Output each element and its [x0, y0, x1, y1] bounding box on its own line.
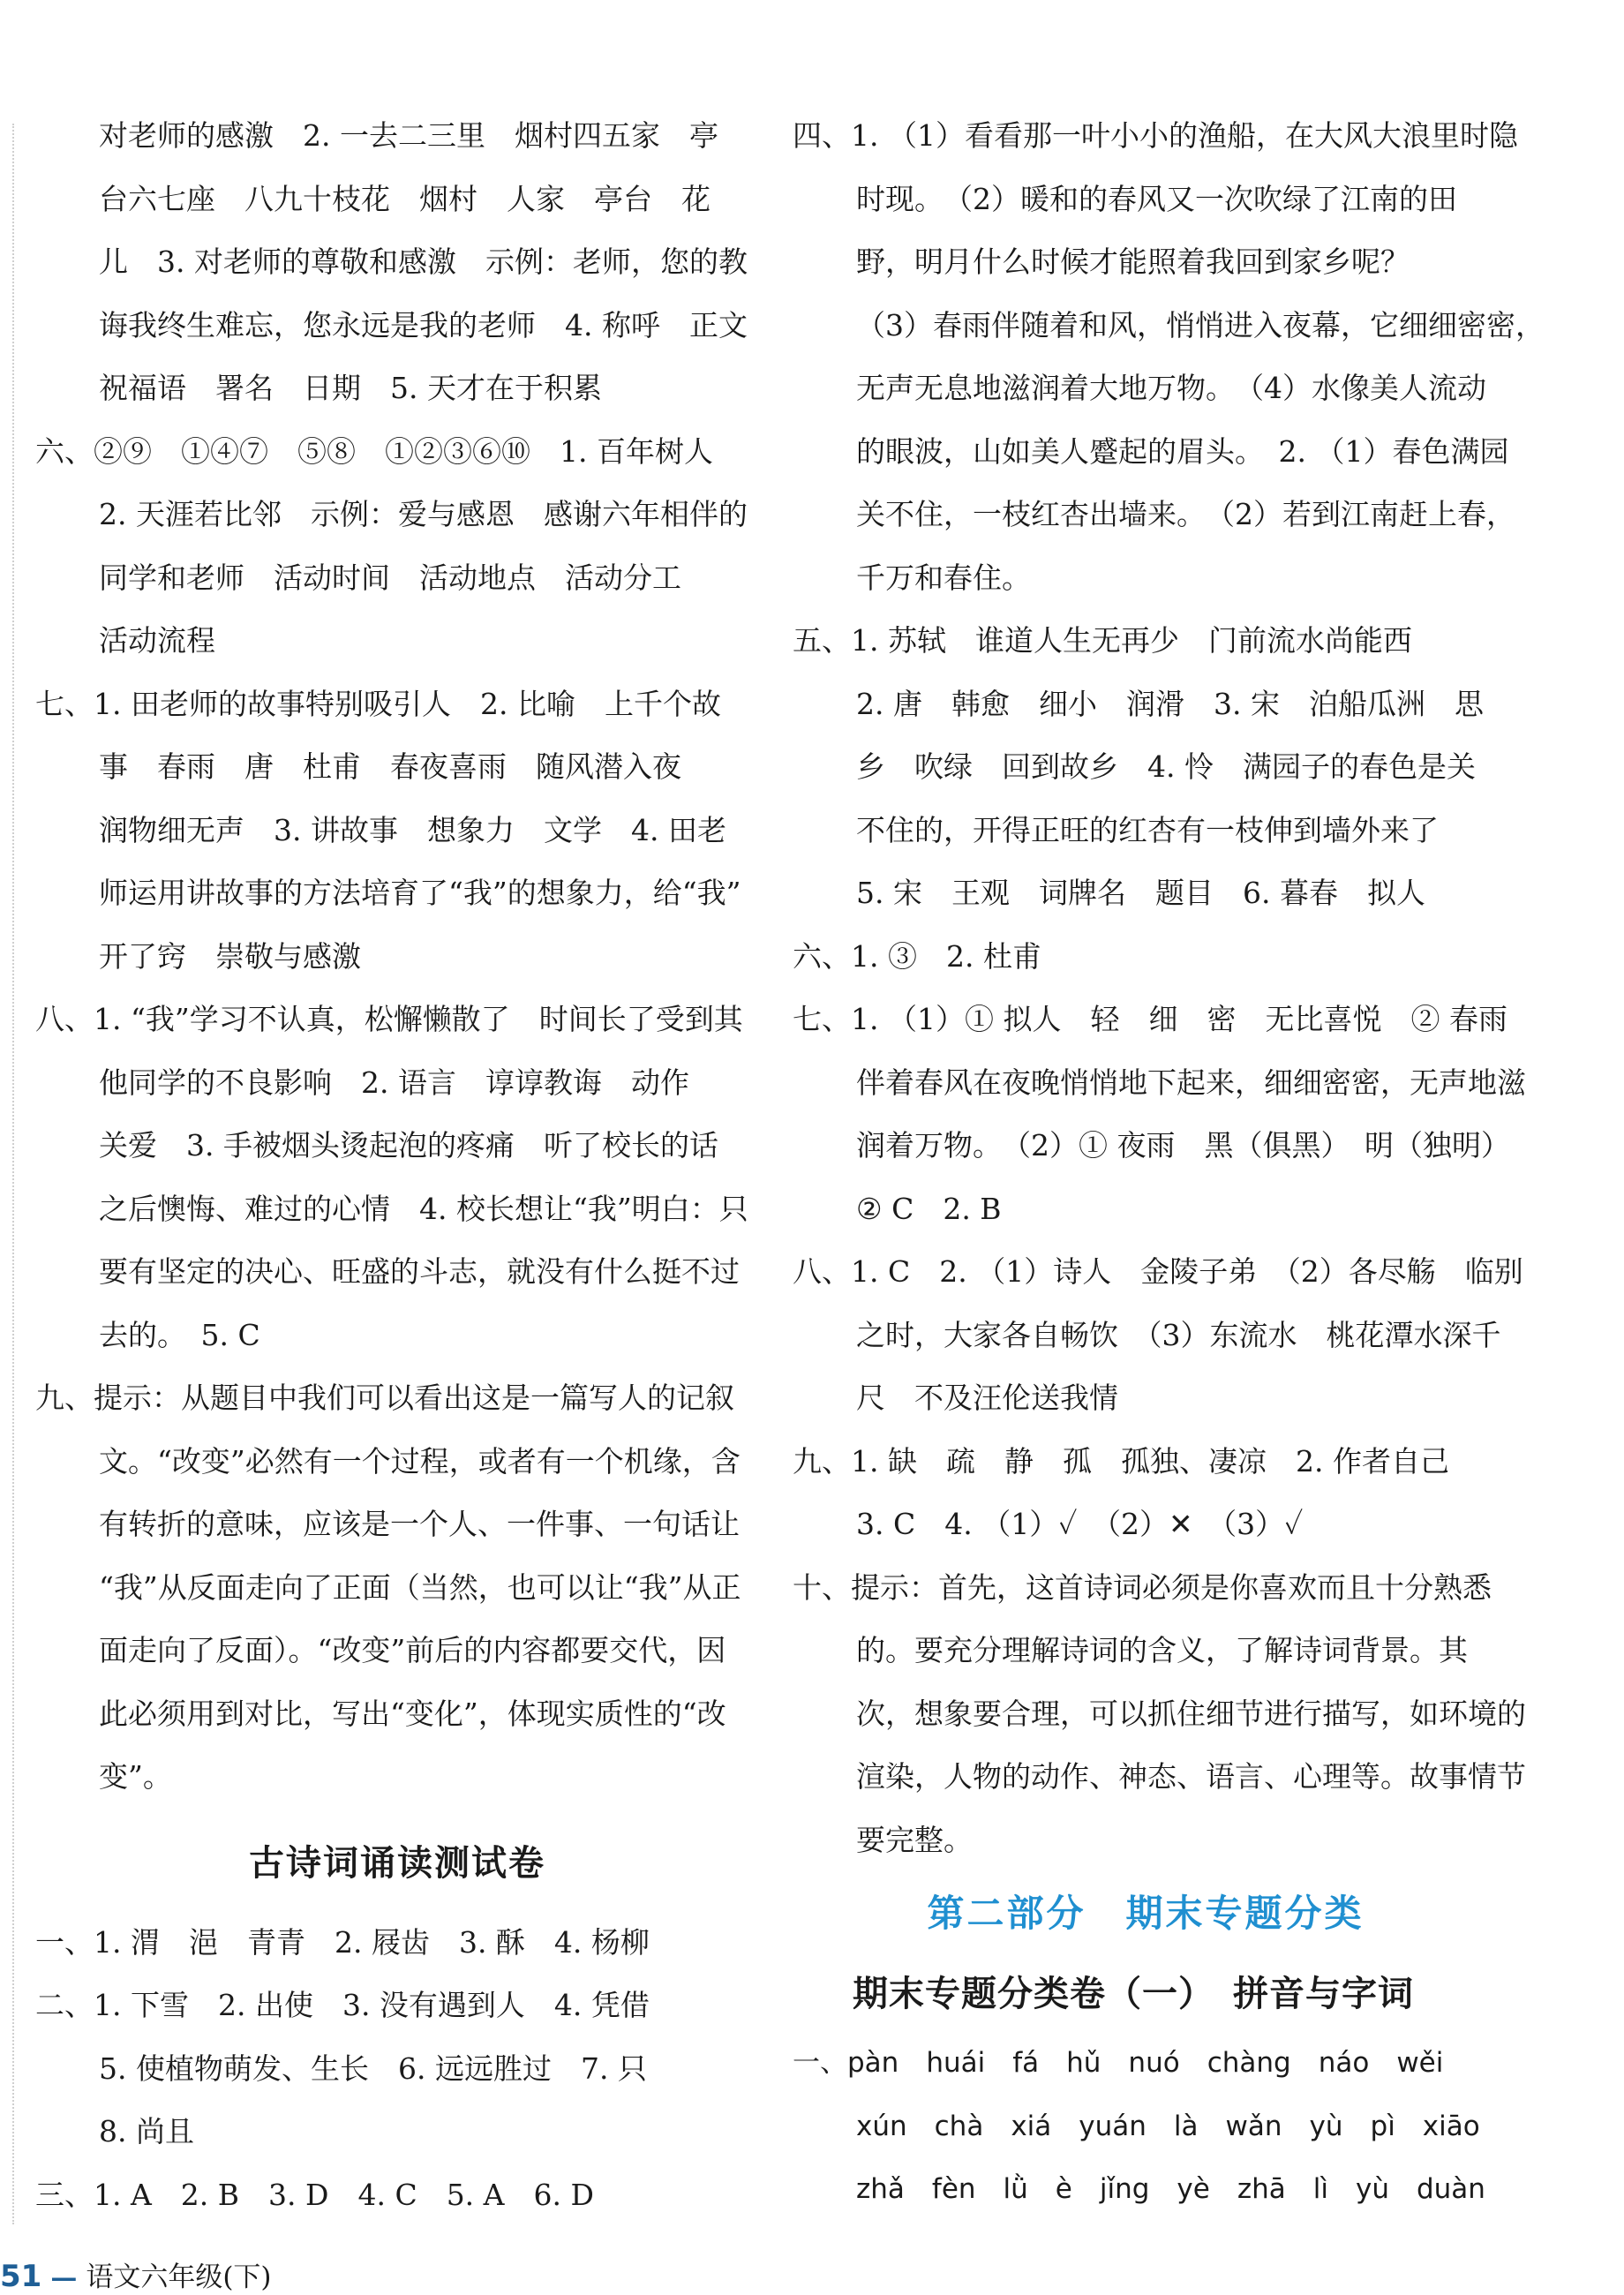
answer-line: 2. 天涯若比邻 示例：爱与感恩 感谢六年相伴的 — [99, 497, 748, 531]
answer-line: 有转折的意味，应该是一个人、一件事、一句话让 — [99, 1507, 740, 1541]
footer-volume: (下) — [222, 2261, 272, 2293]
answer-line: 同学和老师 活动时间 活动地点 活动分工 — [99, 560, 681, 595]
answer-line: 无声无息地滋润着大地万物。 （4）水像美人流动 — [856, 371, 1486, 405]
answer-line: ② C 2. B — [856, 1191, 1002, 1226]
answer-line: 千万和春住。 — [856, 560, 1031, 595]
answer-line: 五、1. 苏轼 谁道人生无再少 门前流水尚能西 — [793, 623, 1412, 658]
answer-line: 2. 唐 韩愈 细小 润滑 3. 宋 泊船瓜洲 思 — [856, 686, 1484, 721]
footer-dash: — — [50, 2262, 78, 2293]
answer-line: 三、1. A 2. B 3. D 4. C 5. A 6. D — [35, 2177, 594, 2212]
answer-line: 祝福语 署名 日期 5. 天才在于积累 — [99, 371, 602, 405]
answer-line: 六、②⑨ ①④⑦ ⑤⑧ ①②③⑥⑩ 1. 百年树人 — [35, 433, 713, 469]
part-title: 第二部分 期末专题分类 — [927, 1892, 1365, 1935]
section-title: 古诗词诵读测试卷 — [249, 1842, 545, 1884]
answer-line: 要完整。 — [856, 1822, 973, 1857]
answer-line: 尺 不及汪伦送我情 — [856, 1381, 1118, 1415]
answer-line: 开了窍 崇敬与感激 — [99, 938, 361, 974]
answer-line: （3）春雨伴随着和风，悄悄进入夜幕，它细细密密， — [856, 307, 1545, 342]
pinyin-line: xún chà xiá yuán là wǎn yù pì xiāo — [856, 2110, 1480, 2142]
answer-line: 事 春雨 唐 杜甫 春夜喜雨 随风潜入夜 — [99, 749, 681, 784]
answer-line: 面走向了反面）。“改变”前后的内容都要交代，因 — [99, 1633, 726, 1667]
answer-line: 十、提示：首先，这首诗词必须是你喜欢而且十分熟悉 — [793, 1569, 1492, 1605]
answer-line: 润物细无声 3. 讲故事 想象力 文学 4. 田老 — [99, 812, 726, 847]
page-footer — [0, 2260, 272, 2293]
answer-line: 乡 吹绿 回到故乡 4. 怜 满园子的春色是关 — [856, 749, 1476, 784]
pinyin-line: zhǎ fèn lǜ è jǐng yè zhā lì yù duàn — [856, 2173, 1485, 2205]
answer-line: 8. 尚且 — [99, 2114, 194, 2148]
answer-line: 二、1. 下雪 2. 出使 3. 没有遇到人 4. 凭借 — [35, 1988, 650, 2022]
answer-line: 关不住，一枝红杏出墙来。 （2）若到江南赶上春， — [856, 497, 1515, 531]
right-column — [793, 104, 1545, 2222]
answer-line: 野，明月什么时候才能照着我回到家乡呢？ — [856, 245, 1410, 279]
answer-line: 儿 3. 对老师的尊敬和感激 示例：老师，您的教 — [99, 245, 748, 279]
answer-line: 七、1. 田老师的故事特别吸引人 2. 比喻 上千个故 — [35, 686, 721, 721]
exam-subtitle: 期末专题分类卷（一） 拼音与字词 — [853, 1974, 1414, 2014]
left-column — [35, 104, 759, 2226]
answer-line: 九、1. 缺 疏 静 孤 孤独、凄凉 2. 作者自己 — [793, 1443, 1449, 1479]
answer-line: 四、1. （1）看看那一叶小小的渔船，在大风大浪里时隐 — [793, 118, 1518, 153]
answer-line: 不住的，开得正旺的红杏有一枝伸到墙外来了 — [856, 812, 1439, 847]
answer-line: 关爱 3. 手被烟头烫起泡的疼痛 听了校长的话 — [99, 1128, 718, 1163]
answer-line: 八、1. “我”学习不认真，松懈懒散了 时间长了受到其 — [35, 1002, 743, 1036]
pinyin-line: 一、pàn huái fá hǔ nuó chàng náo wěi — [793, 2047, 1444, 2079]
answer-line: 师运用讲故事的方法培育了“我”的想象力，给“我” — [99, 876, 741, 910]
answer-line: 变”。 — [99, 1759, 172, 1794]
footer-subject: 语文六年级 — [86, 2261, 223, 2293]
answer-line: 要有坚定的决心、旺盛的斗志，就没有什么挺不过 — [99, 1254, 740, 1289]
answer-line: 七、1. （1）① 拟人 轻 细 密 无比喜悦 ② 春雨 — [793, 1002, 1507, 1036]
answer-line: 次，想象要合理，可以抓住细节进行描写，如环境的 — [856, 1696, 1526, 1731]
answer-line: 之后懊悔、难过的心情 4. 校长想让“我”明白：只 — [99, 1191, 748, 1226]
answer-line: “我”从反面走向了正面（当然，也可以让“我”从正 — [99, 1569, 741, 1605]
answer-line: 5. 使植物萌发、生长 6. 远远胜过 7. 只 — [99, 2050, 647, 2086]
column-fold-mark — [12, 124, 16, 2224]
answer-line: 八、1. C 2. （1）诗人 金陵子弟 （2）各尽觞 临别 — [793, 1254, 1523, 1289]
answer-line: 时现。 （2）暖和的春风又一次吹绿了江南的田 — [856, 181, 1457, 216]
answer-line: 之时，大家各自畅饮 （3）东流水 桃花潭水深千 — [856, 1317, 1501, 1352]
answer-line: 诲我终生难忘，您永远是我的老师 4. 称呼 正文 — [99, 307, 748, 342]
answer-line: 润着万物。 （2）① 夜雨 黑（俱黑） 明（独明） — [856, 1128, 1510, 1163]
answer-line: 的。要充分理解诗词的含义，了解诗词背景。其 — [856, 1633, 1468, 1667]
answer-line: 的眼波，山如美人蹙起的眉头。 2. （1）春色满园 — [856, 433, 1509, 469]
answer-line: 他同学的不良影响 2. 语言 谆谆教诲 动作 — [99, 1065, 689, 1100]
answer-line: 活动流程 — [99, 623, 215, 658]
answer-line: 3. C 4. （1）✓ （2）✕ （3）✓ — [856, 1507, 1304, 1541]
answer-line: 去的。 5. C — [99, 1317, 260, 1352]
answer-line: 一、1. 渭 浥 青青 2. 屐齿 3. 酥 4. 杨柳 — [35, 1924, 650, 1960]
answer-line: 六、1. ③ 2. 杜甫 — [793, 938, 1041, 974]
page-number: 51 — [0, 2259, 42, 2294]
answer-line: 伴着春风在夜晚悄悄地下起来，细细密密，无声地滋 — [856, 1065, 1526, 1100]
answer-line: 渲染，人物的动作、神态、语言、心理等。故事情节 — [856, 1759, 1526, 1794]
answer-line: 5. 宋 王观 词牌名 题目 6. 暮春 拟人 — [856, 876, 1425, 910]
answer-line: 对老师的感激 2. 一去二三里 烟村四五家 亭 — [99, 118, 718, 153]
answer-line: 此必须用到对比，写出“变化”，体现实质性的“改 — [99, 1696, 726, 1731]
answer-line: 台六七座 八九十枝花 烟村 人家 亭台 花 — [99, 181, 710, 216]
answer-line: 九、提示：从题目中我们可以看出这是一篇写人的记叙 — [35, 1381, 734, 1415]
answer-line: 文。“改变”必然有一个过程，或者有一个机缘，含 — [99, 1443, 741, 1479]
